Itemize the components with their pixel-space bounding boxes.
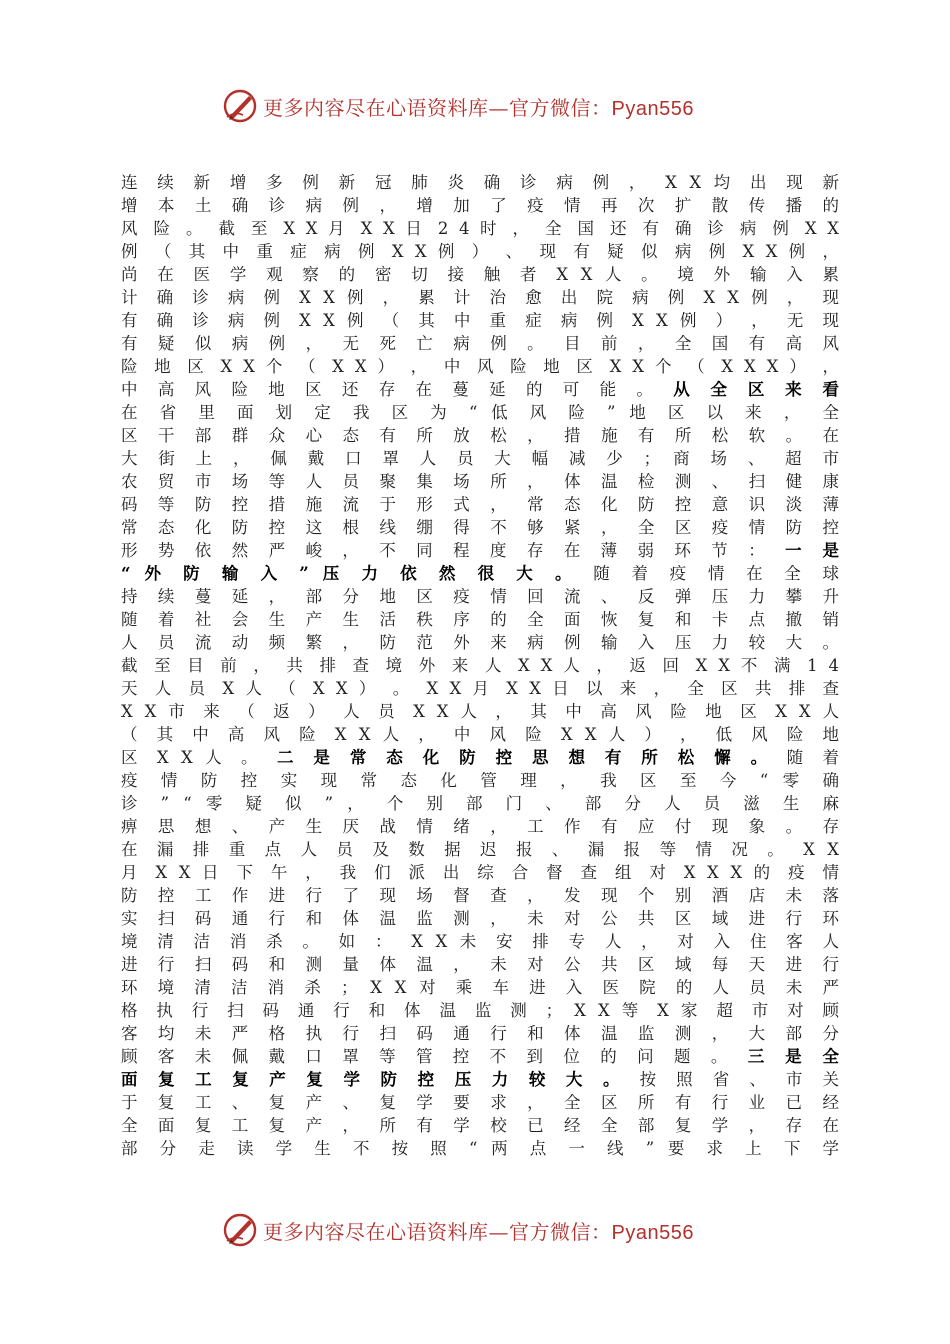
text-run: 持 续 蔓 延 ， 部 分 地 区 疫 情 回 流 、 反 弹 压 力 攀 升: [121, 587, 839, 606]
text-run: 连 续 新 增 多 例 新 冠 肺 炎 确 诊 病 例 ， X X 均 出 现 新: [121, 173, 839, 192]
text-line: [121, 447, 839, 470]
emphasis-text: 一 是: [785, 541, 839, 560]
text-run: 农 贸 市 场 等 人 员 聚 集 场 所 ， 体 温 检 测 、 扫 健 康: [121, 472, 839, 491]
text-line: [121, 1045, 839, 1068]
text-line: [121, 677, 839, 700]
text-run: 有 疑 似 病 例 ， 无 死 亡 病 例 。 目 前 ， 全 国 有 高 风: [121, 334, 839, 353]
text-run: 随 着 疫 情 在 全 球: [593, 564, 839, 583]
text-run: 部 分 走 读 学 生 不 按 照 “ 两 点 一 线 ” 要 求 上 下 学: [121, 1139, 839, 1158]
text-run: 增 本 土 确 诊 病 例 ， 增 加 了 疫 情 再 次 扩 散 传 播 的: [121, 196, 839, 215]
text-line: [121, 263, 839, 286]
text-run: 进 行 扫 码 和 测 量 体 温 ， 未 对 公 共 区 域 每 天 进 行: [121, 955, 839, 974]
text-run: 有 确 诊 病 例 X X 例 （ 其 中 重 症 病 例 X X 例 ） ， 无 现: [121, 311, 839, 330]
text-run: 人 员 流 动 频 繁 ， 防 范 外 来 病 例 输 入 压 力 较 大 。: [121, 633, 839, 652]
text-line: [121, 286, 839, 309]
text-line: [121, 332, 839, 355]
emphasis-text: 二 是 常 态 化 防 控 思 想 有 所 松 懈 。: [276, 748, 775, 767]
text-line: [121, 401, 839, 424]
text-line: [121, 355, 839, 378]
pen-logo-icon: [221, 1211, 259, 1249]
text-line: [121, 378, 839, 401]
text-line: [121, 470, 839, 493]
emphasis-text: “ 外 防 输 入 ” 压 力 依 然 很 大 。: [121, 564, 580, 583]
banner-label: 更多内容尽在心语资料库—官方微信：: [263, 95, 612, 120]
wechat-id: Pyan556: [611, 1221, 694, 1244]
text-line: [121, 493, 839, 516]
text-line: [121, 1068, 839, 1091]
text-run: 常 态 化 防 控 这 根 线 绷 得 不 够 紧 ， 全 区 疫 情 防 控: [121, 518, 839, 537]
banner-text: [263, 92, 694, 121]
text-line: [121, 723, 839, 746]
text-line: [121, 194, 839, 217]
banner-label: 更多内容尽在心语资料库—官方微信：: [263, 1219, 612, 1244]
text-run: 随 着 社 会 生 产 生 活 秩 序 的 全 面 恢 复 和 卡 点 撤 销: [121, 610, 839, 629]
text-run: （ 其 中 高 风 险 X X 人 ， 中 风 险 X X 人 ） ， 低 风 险 地: [121, 725, 839, 744]
text-line: [121, 1137, 839, 1160]
text-run: 大 街 上 ， 佩 戴 口 罩 人 员 大 幅 减 少 ； 商 场 、 超 市: [121, 449, 839, 468]
text-line: [121, 631, 839, 654]
text-line: [121, 1091, 839, 1114]
text-run: 环 境 清 洁 消 杀 ； X X 对 乘 车 进 入 医 院 的 人 员 未 严: [121, 978, 839, 997]
text-line: [121, 217, 839, 240]
text-run: 风 险 。 截 至 X X 月 X X 日 2 4 时 ， 全 国 还 有 确 诊 病 例 X X: [121, 219, 839, 238]
text-line: [121, 424, 839, 447]
text-run: X X 市 来 （ 返 ） 人 员 X X 人 ， 其 中 高 风 险 地 区 X X 人: [121, 702, 839, 721]
pen-logo-icon: [221, 87, 259, 125]
banner-text: [263, 1216, 694, 1245]
text-line: [121, 1022, 839, 1045]
text-line: [121, 654, 839, 677]
text-line: [121, 240, 839, 263]
text-line: [121, 746, 839, 769]
text-line: [121, 769, 839, 792]
text-run: 在 省 里 面 划 定 我 区 为 “ 低 风 险 ” 地 区 以 来 ， 全: [121, 403, 839, 422]
text-run: 按 照 省 、 市 关: [639, 1070, 839, 1089]
text-line: [121, 953, 839, 976]
text-line: [121, 930, 839, 953]
text-run: 随 着: [786, 748, 839, 767]
text-run: 疫 情 防 控 实 现 常 态 化 管 理 ， 我 区 至 今 “ 零 确: [121, 771, 839, 790]
text-run: 区 干 部 群 众 心 态 有 所 放 松 ， 措 施 有 所 松 软 。 在: [121, 426, 839, 445]
text-run: 截 至 目 前 ， 共 排 查 境 外 来 人 X X 人 ， 返 回 X X 不 满 1 4: [121, 656, 839, 675]
text-run: 全 面 复 工 复 产 ， 所 有 学 校 已 经 全 部 复 学 ， 存 在: [121, 1116, 839, 1135]
text-line: [121, 539, 839, 562]
text-run: 格 执 行 扫 码 通 行 和 体 温 监 测 ； X X 等 X 家 超 市 对 顾: [121, 1001, 839, 1020]
emphasis-text: 三 是 全: [747, 1047, 839, 1066]
text-run: 例 （ 其 中 重 症 病 例 X X 例 ） 、 现 有 疑 似 病 例 X X 例 ，: [121, 242, 839, 261]
text-line: [121, 884, 839, 907]
text-run: 区 X X 人 。: [121, 748, 265, 767]
text-line: [121, 792, 839, 815]
text-run: 境 清 洁 消 杀 。 如 ： X X 未 安 排 专 人 ， 对 入 住 客 人: [121, 932, 839, 951]
emphasis-text: 从 全 区 来 看: [673, 380, 839, 399]
text-line: [121, 562, 839, 585]
header-banner: [221, 86, 741, 126]
text-run: 尚 在 医 学 观 察 的 密 切 接 触 者 X X 人 。 境 外 输 入 累: [121, 265, 839, 284]
text-run: 月 X X 日 下 午 ， 我 们 派 出 综 合 督 查 组 对 X X X 的 疫 情: [121, 863, 839, 882]
text-line: [121, 309, 839, 332]
text-line: [121, 999, 839, 1022]
text-line: [121, 516, 839, 539]
text-run: 顾 客 未 佩 戴 口 罩 等 管 控 不 到 位 的 问 题 。: [121, 1047, 735, 1066]
text-run: 痹 思 想 、 产 生 厌 战 情 绪 ， 工 作 有 应 付 现 象 。 存: [121, 817, 839, 836]
text-run: 计 确 诊 病 例 X X 例 ， 累 计 治 愈 出 院 病 例 X X 例 ， 现: [121, 288, 839, 307]
text-line: [121, 700, 839, 723]
emphasis-text: 面 复 工 复 产 复 学 防 控 压 力 较 大 。: [121, 1070, 627, 1089]
text-run: 险 地 区 X X 个 （ X X ） ， 中 风 险 地 区 X X 个 （ X X X ） ，: [121, 357, 839, 376]
text-line: [121, 976, 839, 999]
text-line: [121, 585, 839, 608]
text-run: 在 漏 排 重 点 人 员 及 数 据 迟 报 、 漏 报 等 情 况 。 X X: [121, 840, 839, 859]
wechat-id: Pyan556: [611, 97, 694, 120]
text-run: 防 控 工 作 进 行 了 现 场 督 查 ， 发 现 个 别 酒 店 未 落: [121, 886, 839, 905]
text-run: 实 扫 码 通 行 和 体 温 监 测 ， 未 对 公 共 区 域 进 行 环: [121, 909, 839, 928]
body-text: [121, 171, 839, 1160]
text-run: 天 人 员 X 人 （ X X ） 。 X X 月 X X 日 以 来 ， 全 区 共 排 查: [121, 679, 839, 698]
footer-banner: [221, 1210, 741, 1250]
text-run: 诊 ” “ 零 疑 似 ” ， 个 别 部 门 、 部 分 人 员 滋 生 麻: [121, 794, 839, 813]
text-line: [121, 907, 839, 930]
text-line: [121, 171, 839, 194]
text-run: 客 均 未 严 格 执 行 扫 码 通 行 和 体 温 监 测 ， 大 部 分: [121, 1024, 839, 1043]
text-run: 形 势 依 然 严 峻 ， 不 同 程 度 存 在 薄 弱 环 节 ：: [121, 541, 773, 560]
text-line: [121, 608, 839, 631]
text-run: 于 复 工 、 复 产 、 复 学 要 求 ， 全 区 所 有 行 业 已 经: [121, 1093, 839, 1112]
text-run: 中 高 风 险 地 区 还 存 在 蔓 延 的 可 能 。: [121, 380, 661, 399]
text-line: [121, 815, 839, 838]
text-line: [121, 1114, 839, 1137]
text-line: [121, 861, 839, 884]
text-line: [121, 838, 839, 861]
text-run: 码 等 防 控 措 施 流 于 形 式 ， 常 态 化 防 控 意 识 淡 薄: [121, 495, 839, 514]
